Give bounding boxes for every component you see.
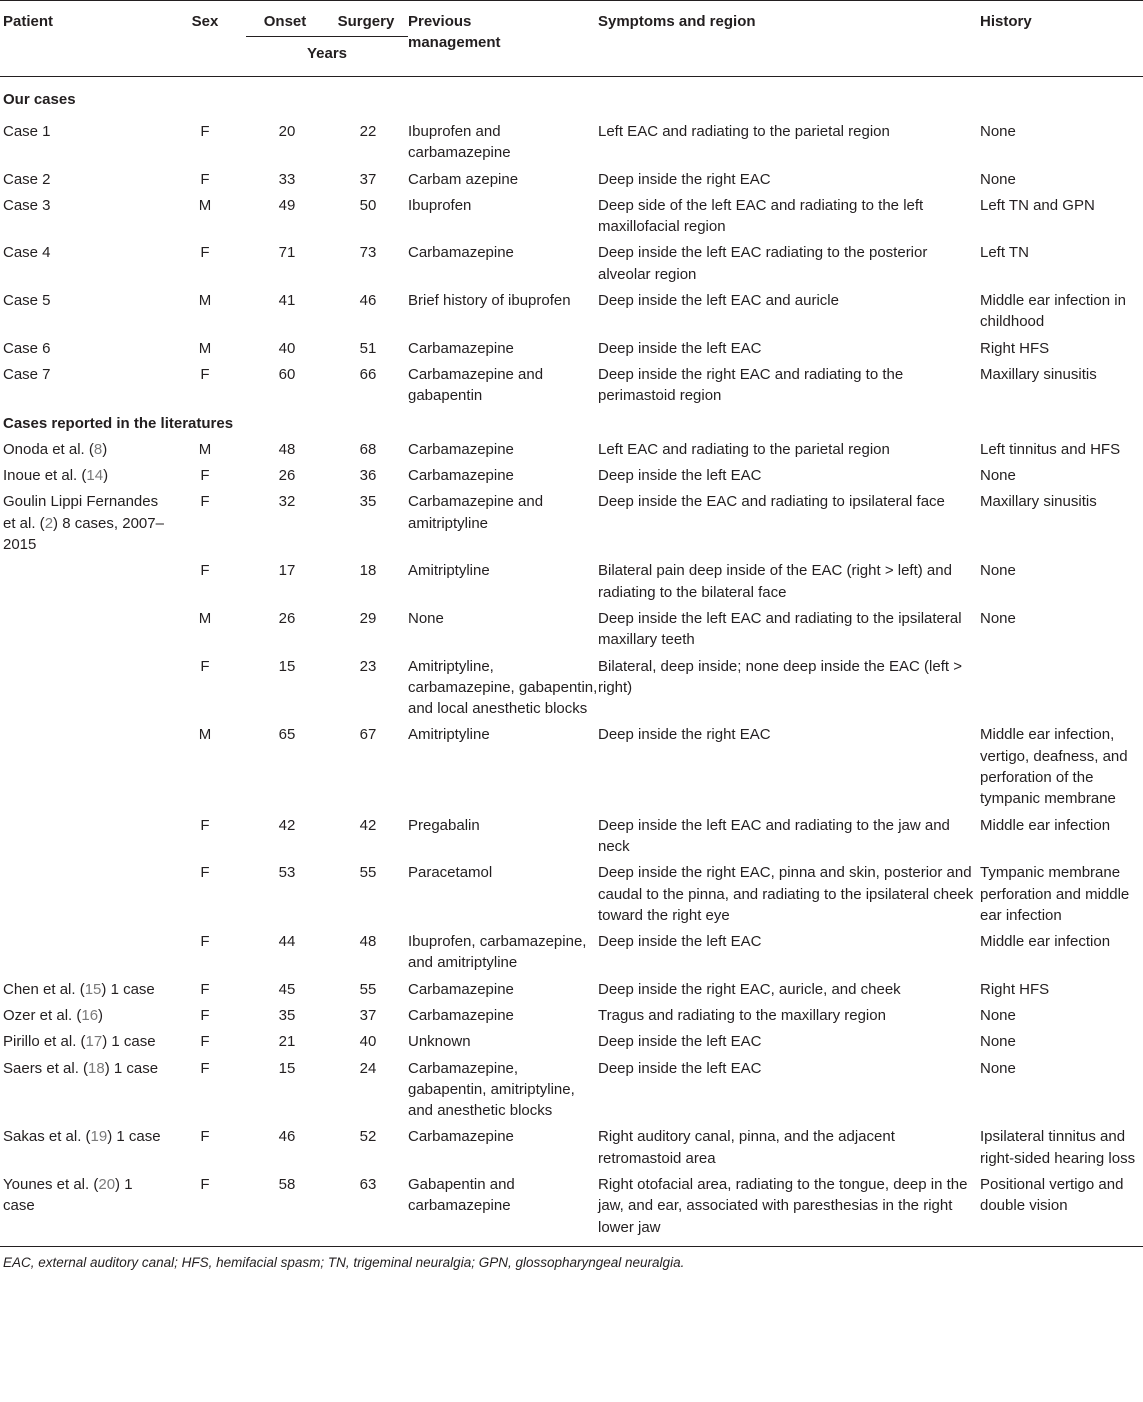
cell-sex: F xyxy=(200,1059,210,1077)
cell-sex: F xyxy=(200,123,210,140)
cell-symptoms: Deep inside the left EAC xyxy=(598,1059,762,1077)
cell-patient xyxy=(0,603,168,651)
cell-onset: 32 xyxy=(278,493,296,511)
cell-surgery: 42 xyxy=(359,816,377,834)
cell-onset: 35 xyxy=(278,1006,296,1024)
cell-management: Brief history of ibuprofen xyxy=(408,292,571,310)
patient-citation-text: Ozer et al. ( xyxy=(3,1006,82,1024)
cell-surgery: 48 xyxy=(359,933,377,951)
cell-history: Right HFS xyxy=(980,980,1050,998)
header-history: History xyxy=(980,1,1143,77)
cell-management: Amitriptyline, carbamazepine, gabapentin, and local anesthetic blocks xyxy=(408,657,598,718)
cell-symptoms: Deep inside the right EAC xyxy=(598,170,771,188)
cell-history: Maxillary sinusitis xyxy=(980,493,1097,511)
cell-management: Carbamazepine xyxy=(408,1128,514,1146)
cell-sex: M xyxy=(198,609,212,627)
header-previous-management: Previous management xyxy=(408,1,598,77)
cell-patient: Case 3 xyxy=(3,196,51,214)
cell-history: Left tinnitus and HFS xyxy=(980,440,1121,458)
cell-management: Carbamazepine xyxy=(408,440,514,458)
table-row xyxy=(0,1121,1143,1169)
cell-onset: 49 xyxy=(278,196,296,214)
section-title-our-cases: Our cases xyxy=(3,91,76,108)
cell-patient xyxy=(0,1169,168,1246)
cell-sex: F xyxy=(200,1033,210,1051)
cell-surgery: 51 xyxy=(359,339,377,357)
cell-patient: Case 1 xyxy=(3,123,51,140)
cell-sex: F xyxy=(200,244,210,262)
cell-onset: 53 xyxy=(278,864,296,882)
header-onset: Onset xyxy=(242,1,324,38)
cell-surgery: 55 xyxy=(359,864,377,882)
cell-patient xyxy=(0,555,168,603)
reference-link[interactable]: 19 xyxy=(90,1128,108,1146)
cell-management: Amitriptyline xyxy=(408,562,490,580)
cell-symptoms: Deep inside the right EAC, pinna and skin, posterior and caudal to the pinna, and radiating to the ipsilateral cheek toward the right eye xyxy=(598,864,974,924)
cell-symptoms: Deep inside the right EAC, auricle, and cheek xyxy=(598,980,901,998)
patient-citation-suffix: ) 1 case xyxy=(107,1128,161,1146)
patient-citation-text: Saers et al. ( xyxy=(3,1059,89,1077)
cell-surgery: 52 xyxy=(359,1128,377,1146)
cell-patient xyxy=(0,719,168,809)
reference-link[interactable]: 15 xyxy=(84,980,102,998)
patient-citation-text: Sakas et al. ( xyxy=(3,1128,91,1146)
cell-patient xyxy=(0,926,168,974)
cell-onset: 15 xyxy=(278,1059,296,1077)
cell-history: None xyxy=(980,1033,1016,1051)
cell-surgery: 22 xyxy=(359,123,377,140)
table-row xyxy=(0,333,1143,359)
cell-onset: 15 xyxy=(278,657,296,675)
cell-management: Carbamazepine xyxy=(408,467,514,485)
cell-management: Carbamazepine xyxy=(408,1006,514,1024)
table-row xyxy=(0,460,1143,486)
cell-sex: F xyxy=(200,562,210,580)
header-sex: Sex xyxy=(168,1,242,77)
cell-surgery: 66 xyxy=(359,365,377,383)
cell-onset: 65 xyxy=(278,726,296,744)
cell-sex: F xyxy=(200,1006,210,1024)
cell-symptoms: Deep side of the left EAC and radiating to the left maxillofacial region xyxy=(598,196,924,236)
cell-history: Right HFS xyxy=(980,339,1050,357)
cell-management: Unknown xyxy=(408,1033,471,1051)
cell-management: Gabapentin and carbamazepine xyxy=(408,1169,598,1246)
cell-patient: Case 2 xyxy=(3,170,51,188)
cell-surgery: 40 xyxy=(359,1033,377,1051)
patient-citation-text: Pirillo et al. ( xyxy=(3,1033,86,1051)
cell-history: Middle ear infection in childhood xyxy=(980,292,1126,331)
header-patient: Patient xyxy=(0,1,168,77)
patient-citation-suffix: ) 8 cases, 2007–2015 xyxy=(3,514,164,554)
cell-symptoms: Deep inside the left EAC and radiating to the ipsilateral maxillary teeth xyxy=(598,609,962,649)
cell-symptoms: Deep inside the left EAC xyxy=(598,933,762,951)
patient-citation-text: Inoue et al. ( xyxy=(3,467,87,485)
cell-surgery: 55 xyxy=(359,980,377,998)
cell-patient xyxy=(0,1053,168,1122)
cell-symptoms: Right auditory canal, pinna, and the adjacent retromastoid area xyxy=(598,1128,895,1167)
cell-onset: 33 xyxy=(278,170,296,188)
table-row xyxy=(0,974,1143,1000)
cell-symptoms: Deep inside the left EAC and auricle xyxy=(598,292,839,310)
table-row xyxy=(0,190,1143,238)
table-row xyxy=(0,1026,1143,1052)
cell-onset: 71 xyxy=(278,244,296,262)
table-footnote: EAC, external auditory canal; HFS, hemifacial spasm; TN, trigeminal neuralgia; GPN, glossopharyngeal neuralgia. xyxy=(3,1254,685,1270)
cell-management: Pregabalin xyxy=(408,816,480,834)
cell-symptoms: Tragus and radiating to the maxillary region xyxy=(598,1006,886,1024)
table-row xyxy=(0,719,1143,809)
cell-patient xyxy=(0,1026,168,1052)
table-row xyxy=(0,1169,1143,1246)
cell-management: Ibuprofen and carbamazepine xyxy=(408,123,511,162)
header-symptoms: Symptoms and region xyxy=(598,1,980,77)
section-title-literature: Cases reported in the literatures xyxy=(3,414,234,432)
cell-sex: F xyxy=(200,933,210,951)
cell-management: Carbamazepine and gabapentin xyxy=(408,365,544,405)
cell-sex: F xyxy=(200,980,210,998)
cell-symptoms: Deep inside the left EAC xyxy=(598,1033,762,1051)
cell-surgery: 37 xyxy=(359,1006,377,1024)
cell-history: Left TN and GPN xyxy=(980,196,1095,214)
cell-surgery: 36 xyxy=(359,467,377,485)
cell-onset: 45 xyxy=(278,980,296,998)
cell-history: Middle ear infection, vertigo, deafness, and perforation of the tympanic membrane xyxy=(980,726,1128,808)
patient-citation-suffix: ) 1 case xyxy=(104,1059,159,1077)
cell-symptoms: Left EAC and radiating to the parietal region xyxy=(598,123,890,140)
cell-patient xyxy=(0,651,168,720)
cell-history: Tympanic membrane perforation and middle ear infection xyxy=(980,864,1130,924)
cell-history: Left TN xyxy=(980,244,1029,262)
patient-citation-suffix: ) 1 case xyxy=(101,980,155,998)
cell-onset: 20 xyxy=(278,123,296,140)
cell-surgery: 46 xyxy=(359,292,377,310)
cell-history xyxy=(980,651,1143,720)
cell-onset: 58 xyxy=(242,1169,324,1246)
patient-citation-suffix: ) 1 case xyxy=(102,1033,156,1051)
table-row xyxy=(0,116,1143,164)
cell-symptoms: Deep inside the left EAC xyxy=(598,467,762,485)
cell-history: None xyxy=(980,1059,1016,1077)
cell-history: Positional vertigo and double vision xyxy=(980,1169,1143,1246)
cell-patient xyxy=(0,1000,168,1026)
cell-management: Carbamazepine xyxy=(408,244,514,262)
reference-link[interactable]: 16 xyxy=(81,1006,99,1024)
cell-sex: M xyxy=(198,196,212,214)
section-row-our-cases xyxy=(0,77,1143,117)
cell-onset: 41 xyxy=(278,292,296,310)
cell-history: None xyxy=(980,123,1016,140)
patient-citation-text: Younes et al. ( xyxy=(3,1176,99,1194)
table-row xyxy=(0,1053,1143,1122)
cell-history: None xyxy=(980,467,1016,485)
reference-link[interactable]: 14 xyxy=(86,467,104,485)
header-years: Years xyxy=(242,37,408,77)
cell-sex: M xyxy=(198,339,212,357)
reference-link[interactable]: 8 xyxy=(93,440,103,458)
cell-patient: Case 6 xyxy=(3,339,51,357)
reference-link[interactable]: 18 xyxy=(88,1059,105,1077)
cell-sex: F xyxy=(200,816,210,834)
patient-citation-text: Goulin Lippi Fernandes et al. ( xyxy=(3,493,159,532)
cell-onset: 40 xyxy=(278,339,296,357)
table-row xyxy=(0,857,1143,926)
cell-surgery: 18 xyxy=(359,562,377,580)
cell-symptoms: Bilateral, deep inside; none deep inside the EAC (left > right) xyxy=(598,657,962,696)
cell-onset: 60 xyxy=(278,365,296,383)
cell-patient xyxy=(0,460,168,486)
cell-onset: 26 xyxy=(278,467,296,485)
reference-link[interactable]: 20 xyxy=(98,1176,116,1194)
table-row xyxy=(0,555,1143,603)
table-row xyxy=(0,359,1143,407)
cell-sex: F xyxy=(168,1169,242,1246)
table-row xyxy=(0,237,1143,285)
cell-history: None xyxy=(980,170,1016,188)
cell-management: Ibuprofen xyxy=(408,196,472,214)
cell-sex: M xyxy=(198,726,212,744)
cell-symptoms: Right otofacial area, radiating to the tongue, deep in the jaw, and ear, associated with paresthesias in the right lower jaw xyxy=(598,1169,980,1246)
cell-management: Carbamazepine xyxy=(408,339,514,357)
patient-citation-suffix: ) xyxy=(102,440,108,458)
cell-surgery: 63 xyxy=(324,1169,408,1246)
cell-surgery: 29 xyxy=(359,609,377,627)
table-row xyxy=(0,603,1143,651)
table-row xyxy=(0,810,1143,858)
cell-onset: 44 xyxy=(278,933,296,951)
cell-history: Maxillary sinusitis xyxy=(980,365,1097,383)
cell-patient xyxy=(0,974,168,1000)
header-row xyxy=(0,1,1143,38)
cell-symptoms: Deep inside the left EAC xyxy=(598,339,762,357)
cell-sex: M xyxy=(198,292,212,310)
cell-management: Carbamazepine and amitriptyline xyxy=(408,493,544,532)
cell-management: None xyxy=(408,609,444,627)
cell-history: Ipsilateral tinnitus and right-sided hearing loss xyxy=(980,1128,1136,1167)
reference-link[interactable]: 17 xyxy=(85,1033,103,1051)
cell-sex: F xyxy=(200,1128,210,1146)
cell-patient xyxy=(0,810,168,858)
cell-surgery: 73 xyxy=(359,244,377,262)
cell-surgery: 35 xyxy=(359,493,377,511)
cell-management: Carbamazepine xyxy=(408,980,514,998)
cell-patient xyxy=(0,486,168,555)
cell-onset: 26 xyxy=(278,609,296,627)
cell-surgery: 67 xyxy=(359,726,377,744)
cell-symptoms: Deep inside the right EAC xyxy=(598,726,771,744)
cell-surgery: 23 xyxy=(359,657,377,675)
cell-patient: Case 5 xyxy=(3,292,51,310)
section-row-literature xyxy=(0,407,1143,434)
cell-history: None xyxy=(980,609,1016,627)
cell-sex: F xyxy=(200,365,210,383)
cell-onset: 21 xyxy=(278,1033,296,1051)
table-row xyxy=(0,434,1143,460)
cell-onset: 17 xyxy=(278,562,296,580)
cell-patient: Case 7 xyxy=(3,365,51,383)
cell-symptoms: Left EAC and radiating to the parietal region xyxy=(598,440,890,458)
cell-management: Amitriptyline xyxy=(408,726,490,744)
table-row xyxy=(0,486,1143,555)
patient-citation-text: Onoda et al. ( xyxy=(3,440,94,458)
cell-onset: 46 xyxy=(278,1128,296,1146)
cell-patient xyxy=(0,1121,168,1169)
cell-surgery: 24 xyxy=(359,1059,377,1077)
cell-surgery: 68 xyxy=(359,440,377,458)
patient-citation-suffix: ) xyxy=(98,1006,104,1024)
cell-history: None xyxy=(980,1006,1016,1024)
cell-symptoms: Deep inside the EAC and radiating to ipsilateral face xyxy=(598,493,945,511)
cell-patient: Case 4 xyxy=(3,244,51,262)
table-row xyxy=(0,164,1143,190)
reference-link[interactable]: 2 xyxy=(44,514,54,532)
cell-surgery: 37 xyxy=(359,170,377,188)
patient-citation-text: Chen et al. ( xyxy=(3,980,85,998)
cell-history: None xyxy=(980,562,1016,580)
table-row xyxy=(0,926,1143,974)
cell-history: Middle ear infection xyxy=(980,816,1111,834)
cell-sex: F xyxy=(200,864,210,882)
cell-patient xyxy=(0,434,168,460)
cell-history: Middle ear infection xyxy=(980,933,1111,951)
cell-symptoms: Deep inside the left EAC radiating to the posterior alveolar region xyxy=(598,244,928,283)
cell-surgery: 50 xyxy=(359,196,377,214)
cell-sex: F xyxy=(200,657,210,675)
cell-sex: M xyxy=(198,440,212,458)
patient-citation-suffix: ) 1 case xyxy=(3,1176,133,1215)
table-row xyxy=(0,1000,1143,1026)
cell-management: Paracetamol xyxy=(408,864,493,882)
patient-citation-suffix: ) xyxy=(103,467,109,485)
cell-symptoms: Deep inside the right EAC and radiating to the perimastoid region xyxy=(598,365,904,405)
cell-management: Carbamazepine, gabapentin, amitriptyline, and anesthetic blocks xyxy=(408,1059,575,1120)
cell-onset: 48 xyxy=(278,440,296,458)
cell-management: Ibuprofen, carbamazepine, and amitriptyline xyxy=(408,933,587,972)
table-row xyxy=(0,285,1143,333)
cell-onset: 42 xyxy=(278,816,296,834)
cell-symptoms: Deep inside the left EAC and radiating to the jaw and neck xyxy=(598,816,950,855)
cell-sex: F xyxy=(200,467,210,485)
cell-sex: F xyxy=(200,493,210,511)
header-surgery: Surgery xyxy=(324,1,408,38)
cell-symptoms: Bilateral pain deep inside of the EAC (right > left) and radiating to the bilateral face xyxy=(598,562,952,601)
cell-sex: F xyxy=(200,170,210,188)
cell-patient xyxy=(0,857,168,926)
cell-management: Carbam azepine xyxy=(408,170,519,188)
table-row xyxy=(0,651,1143,720)
